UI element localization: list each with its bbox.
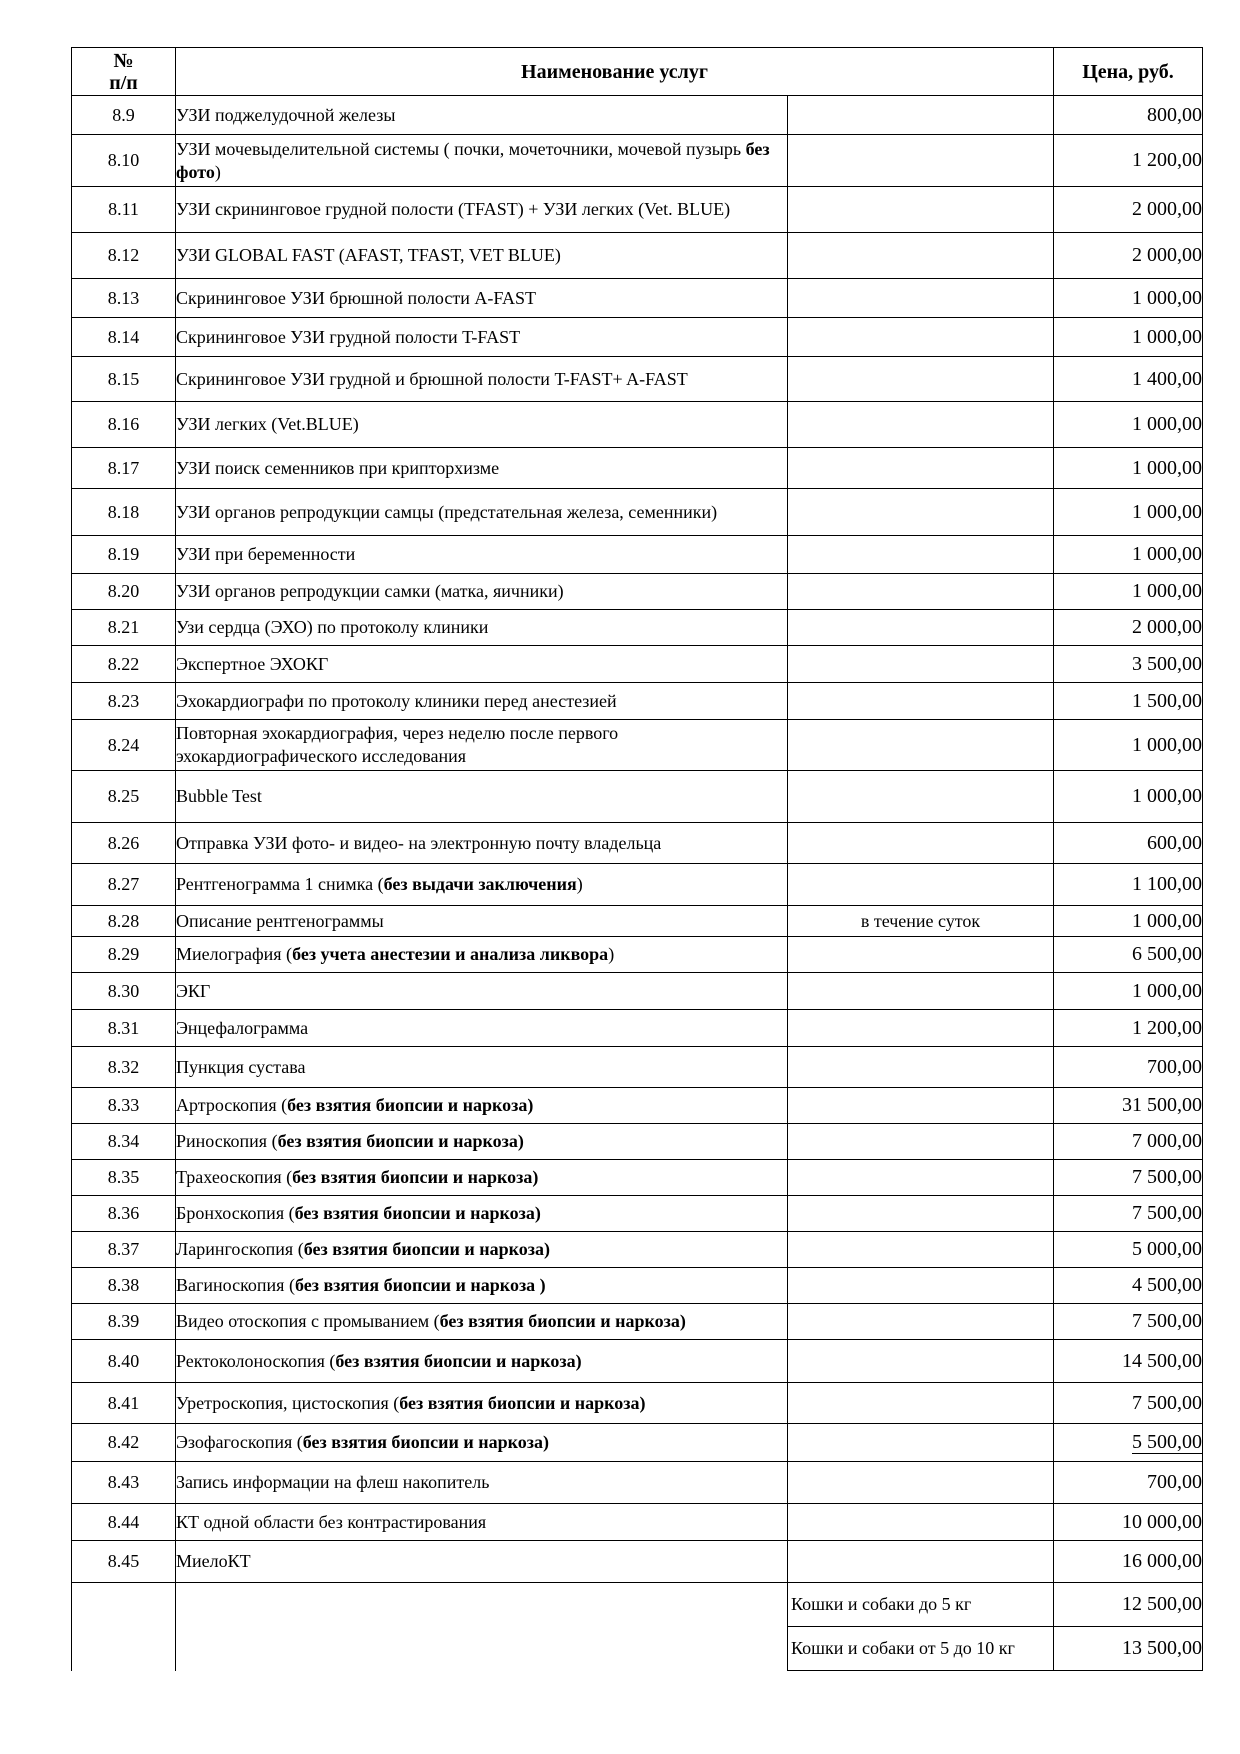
service-name-part: Риноскопия ( bbox=[176, 1131, 278, 1151]
service-name-part: УЗИ поджелудочной железы bbox=[176, 104, 396, 125]
service-name-part: ) bbox=[608, 944, 615, 964]
service-name-part: Вагиноскопия ( bbox=[176, 1275, 295, 1295]
service-name-part: ) bbox=[576, 874, 583, 894]
service-note bbox=[788, 1383, 1054, 1424]
service-name bbox=[176, 1010, 788, 1047]
service-note bbox=[788, 1124, 1054, 1160]
service-note bbox=[788, 279, 1054, 318]
row-number: 8.22 bbox=[72, 646, 176, 683]
table-row bbox=[72, 1340, 1203, 1383]
service-name-part: Эхокардиографи по протоколу клиники перед анестезией bbox=[176, 690, 617, 711]
service-price: 1 100,00 bbox=[1054, 864, 1203, 906]
row-number: 8.20 bbox=[72, 574, 176, 610]
service-note bbox=[788, 1232, 1054, 1268]
service-name-bold-part: без учета анестезии и анализа ликвора bbox=[292, 944, 609, 964]
service-note bbox=[788, 402, 1054, 448]
service-note bbox=[788, 233, 1054, 279]
service-name-part: УЗИ поиск семенников при крипторхизме bbox=[176, 457, 500, 478]
service-note bbox=[788, 646, 1054, 683]
service-price: 1 000,00 bbox=[1054, 574, 1203, 610]
service-name-part: Рентгенограмма 1 снимка ( bbox=[176, 874, 384, 894]
service-price: 1 000,00 bbox=[1054, 536, 1203, 574]
service-name bbox=[176, 135, 788, 187]
service-name bbox=[176, 771, 788, 823]
service-name bbox=[176, 536, 788, 574]
table-row bbox=[72, 1268, 1203, 1304]
table-row bbox=[72, 318, 1203, 357]
service-name bbox=[176, 1088, 788, 1124]
table-row bbox=[72, 489, 1203, 536]
service-price bbox=[1054, 1424, 1203, 1462]
service-note bbox=[788, 1504, 1054, 1541]
service-name bbox=[176, 973, 788, 1010]
service-name bbox=[176, 279, 788, 318]
row-number: 8.9 bbox=[72, 96, 176, 135]
service-note bbox=[788, 187, 1054, 233]
service-note bbox=[788, 1462, 1054, 1504]
service-price: 7 500,00 bbox=[1054, 1160, 1203, 1196]
table-row bbox=[72, 1124, 1203, 1160]
service-price: 2 000,00 bbox=[1054, 187, 1203, 233]
service-name-part: КТ одной области без контрастирования bbox=[176, 1511, 487, 1532]
service-name bbox=[176, 318, 788, 357]
table-row bbox=[72, 448, 1203, 489]
service-note bbox=[788, 973, 1054, 1010]
table-row bbox=[72, 402, 1203, 448]
service-price: 6 500,00 bbox=[1054, 937, 1203, 973]
service-price: 700,00 bbox=[1054, 1047, 1203, 1088]
service-price: 31 500,00 bbox=[1054, 1088, 1203, 1124]
service-name bbox=[176, 1424, 788, 1462]
service-note bbox=[788, 1047, 1054, 1088]
row-number: 8.35 bbox=[72, 1160, 176, 1196]
service-name-part: УЗИ органов репродукции самки (матка, яичники) bbox=[176, 581, 564, 601]
service-name-part: УЗИ легких (Vet.BLUE) bbox=[176, 414, 359, 434]
table-row bbox=[72, 187, 1203, 233]
row-number: 8.37 bbox=[72, 1232, 176, 1268]
row-number: 8.43 bbox=[72, 1462, 176, 1504]
row-number: 8.18 bbox=[72, 489, 176, 536]
table-row bbox=[72, 1047, 1203, 1088]
service-note: в течение суток bbox=[788, 906, 1054, 937]
service-price: 1 000,00 bbox=[1054, 279, 1203, 318]
table-row bbox=[72, 536, 1203, 574]
service-name bbox=[176, 646, 788, 683]
table-row bbox=[72, 233, 1203, 279]
service-name bbox=[176, 720, 788, 771]
service-name-part: ЭКГ bbox=[176, 980, 211, 1001]
header-price: Цена, руб. bbox=[1054, 48, 1203, 96]
service-note bbox=[788, 1340, 1054, 1383]
service-name-part: ) bbox=[214, 161, 221, 182]
weight-category: Кошки и собаки до 5 кг bbox=[788, 1583, 1054, 1627]
service-price: 2 000,00 bbox=[1054, 610, 1203, 646]
service-price: 5 000,00 bbox=[1054, 1232, 1203, 1268]
table-row bbox=[72, 864, 1203, 906]
service-name-part: Узи сердца (ЭХО) по протоколу клиники bbox=[176, 617, 489, 637]
service-note bbox=[788, 1424, 1054, 1462]
service-note bbox=[788, 1088, 1054, 1124]
service-name-bold-part: без взятия биопсии и наркоза) bbox=[399, 1392, 646, 1413]
service-price: 4 500,00 bbox=[1054, 1268, 1203, 1304]
table-row bbox=[72, 937, 1203, 973]
service-note bbox=[788, 683, 1054, 720]
service-note bbox=[788, 864, 1054, 906]
row-number: 8.24 bbox=[72, 720, 176, 771]
row-number: 8.29 bbox=[72, 937, 176, 973]
service-name-bold-part: без взятия биопсии и наркоза) bbox=[277, 1131, 524, 1151]
service-name-part: Уретроскопия, цистоскопия ( bbox=[176, 1392, 400, 1413]
row-number: 8.31 bbox=[72, 1010, 176, 1047]
row-number: 8.44 bbox=[72, 1504, 176, 1541]
service-name bbox=[176, 1340, 788, 1383]
service-price: 16 000,00 bbox=[1054, 1541, 1203, 1583]
service-name-part: Отправка УЗИ фото- и видео- на электронную почту владельца bbox=[176, 832, 662, 853]
table-row bbox=[72, 96, 1203, 135]
service-price: 1 000,00 bbox=[1054, 448, 1203, 489]
table-row bbox=[72, 771, 1203, 823]
table-row bbox=[72, 1196, 1203, 1232]
service-price: 10 000,00 bbox=[1054, 1504, 1203, 1541]
service-name bbox=[176, 402, 788, 448]
row-number: 8.30 bbox=[72, 973, 176, 1010]
service-name bbox=[176, 96, 788, 135]
table-row bbox=[72, 1010, 1203, 1047]
service-name-part: Запись информации на флеш накопитель bbox=[176, 1472, 490, 1492]
service-price: 7 500,00 bbox=[1054, 1196, 1203, 1232]
service-note bbox=[788, 1541, 1054, 1583]
service-price: 1 200,00 bbox=[1054, 135, 1203, 187]
service-note bbox=[788, 489, 1054, 536]
table-row bbox=[72, 357, 1203, 402]
service-name-part: Скрининговое УЗИ брюшной полости A-FAST bbox=[176, 287, 537, 308]
service-price: 7 000,00 bbox=[1054, 1124, 1203, 1160]
table-row bbox=[72, 646, 1203, 683]
service-name-part: Повторная эхокардиография, через неделю после первого эхокардиографического исследования bbox=[176, 723, 619, 766]
service-price: 1 200,00 bbox=[1054, 1010, 1203, 1047]
service-name bbox=[176, 233, 788, 279]
row-number: 8.13 bbox=[72, 279, 176, 318]
service-name-part: УЗИ GLOBAL FAST (AFAST, TFAST, VET BLUE) bbox=[176, 245, 561, 265]
service-price: 1 000,00 bbox=[1054, 973, 1203, 1010]
service-name bbox=[176, 1232, 788, 1268]
service-price: 1 000,00 bbox=[1054, 771, 1203, 823]
row-number: 8.12 bbox=[72, 233, 176, 279]
table-row bbox=[72, 610, 1203, 646]
service-name bbox=[176, 489, 788, 536]
service-note bbox=[788, 610, 1054, 646]
service-name bbox=[176, 1383, 788, 1424]
service-price: 600,00 bbox=[1054, 823, 1203, 864]
service-name bbox=[176, 1196, 788, 1232]
service-name bbox=[176, 357, 788, 402]
row-number: 8.33 bbox=[72, 1088, 176, 1124]
service-name bbox=[176, 1160, 788, 1196]
service-name-part: Бронхоскопия ( bbox=[176, 1203, 295, 1223]
service-note bbox=[788, 1010, 1054, 1047]
row-number: 8.27 bbox=[72, 864, 176, 906]
price-table bbox=[71, 47, 1203, 1671]
row-number: 8.26 bbox=[72, 823, 176, 864]
service-name bbox=[176, 683, 788, 720]
service-name-part: УЗИ скрининговое грудной полости (TFAST) + УЗИ легких (Vet. BLUE) bbox=[176, 199, 731, 219]
service-price: 1 500,00 bbox=[1054, 683, 1203, 720]
table-row bbox=[72, 906, 1203, 937]
row-number: 8.28 bbox=[72, 906, 176, 937]
service-name-part: Скрининговое УЗИ грудной и брюшной полости T-FAST+ A-FAST bbox=[176, 368, 688, 389]
service-name-bold-part: без взятия биопсии и наркоза) bbox=[303, 1239, 550, 1259]
table-body bbox=[72, 96, 1203, 1671]
table-row bbox=[72, 1462, 1203, 1504]
service-note bbox=[788, 1160, 1054, 1196]
service-name-part: Артроскопия ( bbox=[176, 1095, 288, 1115]
service-name bbox=[176, 1504, 788, 1541]
service-name bbox=[176, 906, 788, 937]
service-note bbox=[788, 96, 1054, 135]
header-service-name: Наименование услуг bbox=[176, 48, 1054, 96]
service-note bbox=[788, 318, 1054, 357]
table-row bbox=[72, 135, 1203, 187]
service-name-bold-part: без взятия биопсии и наркоза) bbox=[292, 1167, 539, 1187]
service-note bbox=[788, 720, 1054, 771]
row-number: 8.42 bbox=[72, 1424, 176, 1462]
service-price: 700,00 bbox=[1054, 1462, 1203, 1504]
service-price: 1 000,00 bbox=[1054, 906, 1203, 937]
table-row bbox=[72, 1424, 1203, 1462]
table-row bbox=[72, 574, 1203, 610]
service-name bbox=[176, 187, 788, 233]
row-number: 8.10 bbox=[72, 135, 176, 187]
service-name-part: Миелография ( bbox=[176, 944, 293, 964]
service-name-part: МиелоКТ bbox=[176, 1551, 251, 1571]
service-name bbox=[176, 937, 788, 973]
row-number: 8.14 bbox=[72, 318, 176, 357]
service-name-bold-part: без выдачи заключения bbox=[383, 874, 577, 894]
row-number: 8.16 bbox=[72, 402, 176, 448]
service-name-part: Энцефалограмма bbox=[176, 1017, 309, 1038]
table-row bbox=[72, 1304, 1203, 1340]
row-number: 8.39 bbox=[72, 1304, 176, 1340]
table-header-row bbox=[72, 48, 1203, 96]
service-name-part: Видео отоскопия с промыванием ( bbox=[176, 1311, 440, 1331]
service-name-part: УЗИ органов репродукции самцы (предстательная железа, семенники) bbox=[176, 501, 718, 522]
service-name bbox=[176, 610, 788, 646]
table-row bbox=[72, 1504, 1203, 1541]
table-row bbox=[72, 1088, 1203, 1124]
weight-price: 12 500,00 bbox=[1054, 1583, 1203, 1627]
table-row bbox=[72, 1160, 1203, 1196]
service-name bbox=[176, 448, 788, 489]
service-price: 7 500,00 bbox=[1054, 1383, 1203, 1424]
service-note bbox=[788, 135, 1054, 187]
row-number: 8.45 bbox=[72, 1541, 176, 1583]
service-note bbox=[788, 771, 1054, 823]
service-price: 1 000,00 bbox=[1054, 489, 1203, 536]
row-number: 8.19 bbox=[72, 536, 176, 574]
service-name-part: Эзофагоскопия ( bbox=[176, 1432, 303, 1452]
service-name-bold-part: без фото bbox=[176, 138, 770, 182]
service-note bbox=[788, 574, 1054, 610]
service-name-part: Ректоколоноскопия ( bbox=[176, 1350, 336, 1371]
row-number: 8.17 bbox=[72, 448, 176, 489]
table-row bbox=[72, 973, 1203, 1010]
service-price: 14 500,00 bbox=[1054, 1340, 1203, 1383]
service-name-part: Ларингоскопия ( bbox=[176, 1239, 304, 1259]
row-number: 8.21 bbox=[72, 610, 176, 646]
table-row bbox=[72, 1541, 1203, 1583]
row-number: 8.15 bbox=[72, 357, 176, 402]
row-number: 8.41 bbox=[72, 1383, 176, 1424]
table-row bbox=[72, 683, 1203, 720]
service-note bbox=[788, 536, 1054, 574]
row-number: 8.23 bbox=[72, 683, 176, 720]
service-name-part: Экспертное ЭХОКГ bbox=[176, 653, 329, 674]
service-price: 3 500,00 bbox=[1054, 646, 1203, 683]
service-price: 2 000,00 bbox=[1054, 233, 1203, 279]
service-note bbox=[788, 823, 1054, 864]
service-name-bold-part: без взятия биопсии и наркоза) bbox=[294, 1203, 541, 1223]
service-name bbox=[176, 1541, 788, 1583]
table-row bbox=[72, 1383, 1203, 1424]
service-name-part: Описание рентгенограммы bbox=[176, 910, 384, 931]
service-name bbox=[176, 1124, 788, 1160]
empty-name-cell bbox=[176, 1583, 788, 1671]
service-price: 7 500,00 bbox=[1054, 1304, 1203, 1340]
service-note bbox=[788, 1196, 1054, 1232]
row-number: 8.36 bbox=[72, 1196, 176, 1232]
row-number: 8.11 bbox=[72, 187, 176, 233]
service-note bbox=[788, 448, 1054, 489]
service-name-part: Трахеоскопия ( bbox=[176, 1167, 293, 1187]
service-name bbox=[176, 823, 788, 864]
weight-category: Кошки и собаки от 5 до 10 кг bbox=[788, 1627, 1054, 1671]
service-name-bold-part: без взятия биопсии и наркоза ) bbox=[294, 1275, 546, 1295]
service-name bbox=[176, 1047, 788, 1088]
table-row bbox=[72, 720, 1203, 771]
service-name-part: Скрининговое УЗИ грудной полости T-FAST bbox=[176, 326, 521, 347]
service-price: 1 000,00 bbox=[1054, 720, 1203, 771]
table-row bbox=[72, 1232, 1203, 1268]
row-number: 8.32 bbox=[72, 1047, 176, 1088]
weight-price: 13 500,00 bbox=[1054, 1627, 1203, 1671]
header-number: № п/п bbox=[72, 48, 176, 96]
row-number: 8.34 bbox=[72, 1124, 176, 1160]
service-name-bold-part: без взятия биопсии и наркоза) bbox=[439, 1311, 686, 1331]
service-name-bold-part: без взятия биопсии и наркоза) bbox=[287, 1095, 534, 1115]
service-price: 1 000,00 bbox=[1054, 318, 1203, 357]
service-note bbox=[788, 1304, 1054, 1340]
row-number: 8.25 bbox=[72, 771, 176, 823]
table-row-weight bbox=[72, 1583, 1203, 1627]
empty-number-cell bbox=[72, 1583, 176, 1671]
service-note bbox=[788, 1268, 1054, 1304]
service-name-bold-part: без взятия биопсии и наркоза) bbox=[302, 1432, 550, 1452]
service-name bbox=[176, 864, 788, 906]
service-price: 1 400,00 bbox=[1054, 357, 1203, 402]
service-price: 800,00 bbox=[1054, 96, 1203, 135]
service-price-underlined: 5 500,00 bbox=[1132, 1431, 1202, 1453]
service-name-part: УЗИ мочевыделительной системы ( почки, мочеточники, мочевой пузырь bbox=[176, 138, 746, 159]
service-name bbox=[176, 574, 788, 610]
service-name-part: Bubble Test bbox=[176, 786, 262, 806]
service-note bbox=[788, 357, 1054, 402]
service-name-part: УЗИ при беременности bbox=[176, 544, 356, 564]
row-number: 8.40 bbox=[72, 1340, 176, 1383]
row-number: 8.38 bbox=[72, 1268, 176, 1304]
service-name bbox=[176, 1462, 788, 1504]
table-row bbox=[72, 823, 1203, 864]
service-name-bold-part: без взятия биопсии и наркоза) bbox=[335, 1350, 582, 1371]
service-name-part: Пункция сустава bbox=[176, 1056, 306, 1077]
service-name bbox=[176, 1304, 788, 1340]
table-row bbox=[72, 279, 1203, 318]
service-name bbox=[176, 1268, 788, 1304]
service-note bbox=[788, 937, 1054, 973]
service-price: 1 000,00 bbox=[1054, 402, 1203, 448]
